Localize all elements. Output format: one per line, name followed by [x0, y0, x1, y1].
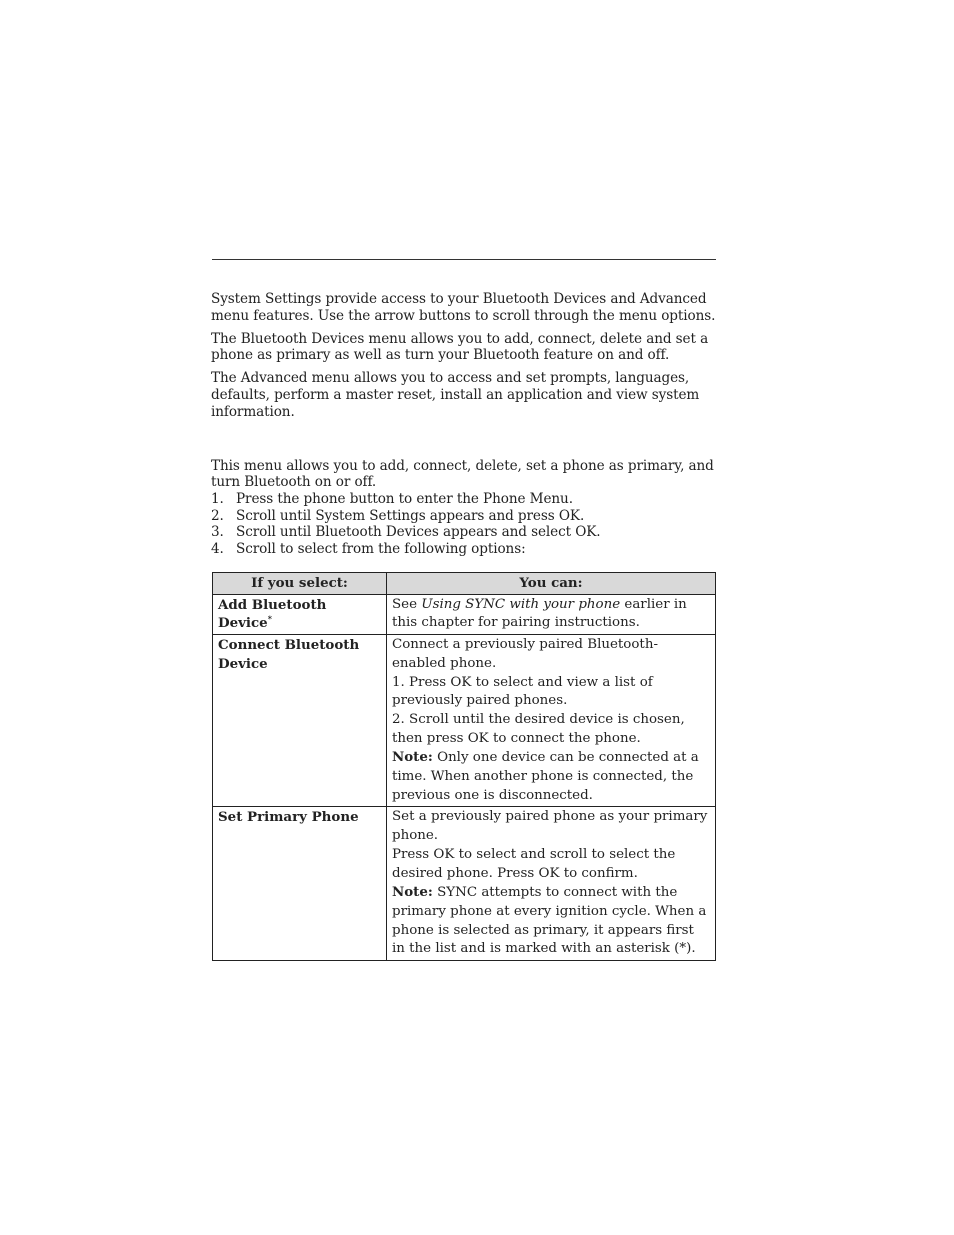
intro-paragraph: The Bluetooth Devices menu allows you to add, connect, delete and set a phone as primary as well as turn your Bluetooth feature on and off.	[211, 330, 709, 364]
intro-paragraph: System Settings provide access to your Bluetooth Devices and Advanced menu features. Use the arrow buttons to scroll through the menu options.	[211, 291, 716, 324]
note: Note: SYNC attempts to connect with the primary phone at every ignition cycle. When a phone is selected as primary, it appears first in the list and is marked with an asterisk (*).	[392, 884, 707, 957]
option-add-bluetooth-device: Add Bluetooth Device*	[213, 594, 387, 634]
steps-list	[211, 491, 717, 557]
table-header-row	[213, 573, 716, 595]
table-row	[213, 807, 716, 961]
option-description: Connect a previously paired Bluetooth-enabled phone. 1. Press OK to select and view a list of previously paired phones. 2. Scroll until the desired device is chosen, then press OK to connect the phone. Note: Only one device can be connected at a time. When another phone is connected, the previous one is disconnected.	[387, 635, 716, 807]
table-row	[213, 635, 716, 807]
note: Note: Only one device can be connected at a time. When another phone is connected, the previous one is disconnected.	[392, 749, 699, 803]
intro-paragraph: The Advanced menu allows you to access and set prompts, languages, defaults, perform a master reset, install an application and view system information.	[211, 370, 700, 420]
option-set-primary-phone: Set Primary Phone	[213, 807, 387, 961]
step-text: Scroll to select from the following options:	[236, 540, 526, 557]
header-if-you-select: If you select:	[213, 573, 387, 595]
table-row	[213, 594, 716, 634]
step-item: 3. Scroll until Bluetooth Devices appears and select OK.	[211, 524, 601, 541]
step-item: 4. Scroll to select from the following options:	[211, 540, 526, 557]
option-description: See Using SYNC with your phone earlier in this chapter for pairing instructions.	[387, 594, 716, 634]
asterisk-mark: *	[267, 613, 272, 624]
option-connect-bluetooth-device: Connect Bluetooth Device	[213, 635, 387, 807]
bluetooth-menu-description: This menu allows you to add, connect, delete, set a phone as primary, and turn Bluetooth on or off.	[211, 457, 714, 491]
step-item: 2. Scroll until System Settings appears and press OK.	[211, 507, 585, 524]
step-text: Press the phone button to enter the Phone Menu.	[236, 491, 573, 508]
header-you-can: You can:	[387, 573, 716, 595]
step-text: Scroll until Bluetooth Devices appears and select OK.	[236, 524, 601, 541]
section-divider	[212, 259, 716, 260]
cross-reference: Using SYNC with your phone	[421, 596, 621, 612]
bluetooth-options-table	[212, 572, 716, 961]
option-description: Set a previously paired phone as your primary phone. Press OK to select and scroll to select the desired phone. Press OK to confirm. Note: SYNC attempts to connect with the primary phone at every ignition cycle. When a phone is selected as primary, it appears first in the list and is marked with an asterisk (*).	[387, 807, 716, 961]
step-item: 1. Press the phone button to enter the Phone Menu.	[211, 491, 573, 508]
system-settings-section	[211, 291, 717, 558]
step-text: Scroll until System Settings appears and press OK.	[236, 507, 585, 524]
